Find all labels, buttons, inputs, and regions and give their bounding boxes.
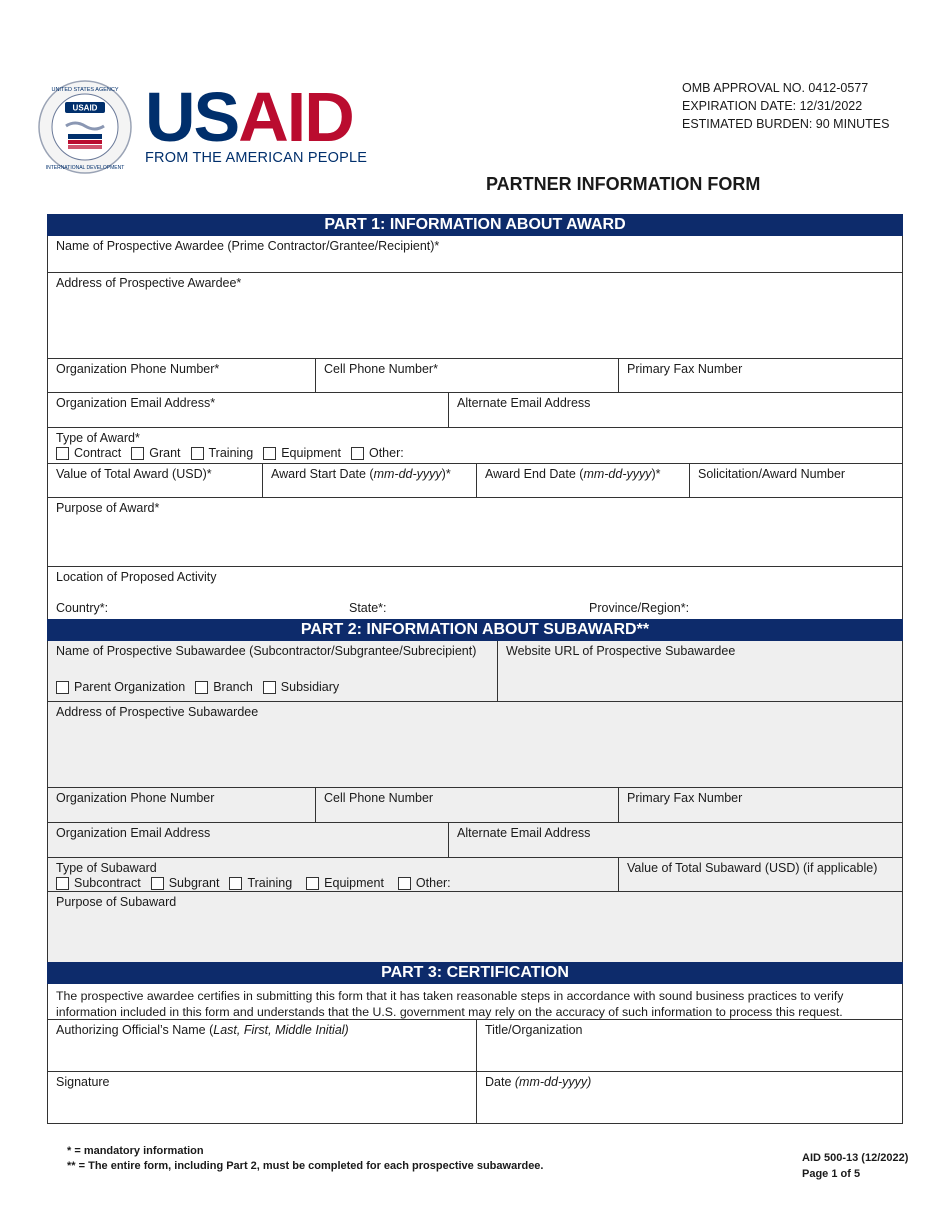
sub-org-email-field[interactable] — [48, 823, 448, 857]
certification-text: The prospective awardee certifies in submitting this form that it has taken reasonable steps in accordance with sound business practices to verify information included in this form and understands that the U.S. government may rely on the accuracy of such information to process this request. — [56, 989, 844, 1019]
logo-tagline: FROM THE AMERICAN PEOPLE — [145, 150, 368, 166]
sub-equipment-checkbox[interactable] — [306, 877, 319, 890]
state-field[interactable]: State*: — [349, 601, 387, 615]
usaid-seal-logo — [38, 80, 132, 174]
org-email-label: Organization Email Address* — [56, 396, 216, 410]
part2-phone-row — [47, 788, 903, 823]
start-date-label-b: mm-dd-yyyy — [373, 467, 442, 481]
sub-purpose-label: Purpose of Subaward — [56, 895, 177, 909]
end-date-label-b: mm-dd-yyyy — [583, 467, 652, 481]
subaward-value-field[interactable] — [618, 858, 902, 891]
subgrant-label: Subgrant — [168, 876, 220, 890]
seal-text-top: UNITED STATES AGENCY — [51, 87, 119, 93]
sub-alt-email-label: Alternate Email Address — [457, 826, 591, 840]
start-date-label-c: )* — [441, 467, 451, 481]
other-label: Other: — [368, 446, 404, 460]
parent-org-label: Parent Organization — [74, 680, 186, 694]
subsidiary-label: Subsidiary — [280, 680, 340, 694]
website-label: Website URL of Prospective Subawardee — [506, 644, 736, 658]
wordmark-us: US — [145, 78, 239, 156]
date-field[interactable] — [476, 1072, 902, 1123]
subawardee-name-row — [47, 641, 903, 702]
sub-address-field[interactable] — [48, 702, 902, 787]
start-date-label-a: Award Start Date ( — [271, 467, 374, 481]
awardee-address-row — [47, 273, 903, 359]
sub-other-checkbox[interactable] — [398, 877, 411, 890]
sub-org-email-label: Organization Email Address — [56, 826, 211, 840]
awardee-name-field[interactable] — [48, 236, 902, 272]
sub-cell-phone-field[interactable] — [315, 788, 618, 822]
part1-phone-row — [47, 359, 903, 393]
type-of-subaward-row — [47, 858, 903, 892]
sub-org-phone-field[interactable] — [48, 788, 315, 822]
estimated-burden: ESTIMATED BURDEN: 90 MINUTES — [682, 117, 890, 131]
contract-checkbox[interactable] — [56, 447, 69, 460]
part2-email-row — [47, 823, 903, 858]
official-row — [47, 1020, 903, 1072]
contract-label: Contract — [74, 446, 122, 460]
country-field[interactable]: Country*: — [56, 601, 109, 615]
sub-purpose-field[interactable] — [48, 892, 902, 962]
location-label: Location of Proposed Activity — [56, 570, 217, 584]
subaward-type-options — [56, 876, 461, 890]
org-type-options — [56, 680, 349, 694]
type-of-subaward-label: Type of Subaward — [56, 861, 157, 875]
fax-field[interactable] — [618, 359, 902, 392]
part2-header: PART 2: INFORMATION ABOUT SUBAWARD** — [47, 619, 903, 641]
branch-checkbox[interactable] — [195, 681, 208, 694]
footer-form-info — [802, 1150, 908, 1182]
footer-notes — [67, 1144, 544, 1174]
solicitation-field[interactable] — [689, 464, 902, 497]
awardee-address-field[interactable] — [48, 273, 902, 358]
subawardee-name-label: Name of Prospective Subawardee (Subcontractor/Subgrantee/Subrecipient) — [56, 644, 477, 658]
official-name-field[interactable] — [48, 1020, 476, 1071]
type-of-award-label: Type of Award* — [56, 431, 140, 445]
official-name-label-b: Last, First, Middle Initial) — [213, 1023, 349, 1037]
location-cell — [48, 567, 902, 619]
award-value-field[interactable] — [48, 464, 262, 497]
purpose-field[interactable] — [48, 498, 902, 566]
start-date-field[interactable] — [262, 464, 476, 497]
signature-label: Signature — [56, 1075, 110, 1089]
awardee-name-label: Name of Prospective Awardee (Prime Contractor/Grantee/Recipient)* — [56, 239, 440, 253]
seal-text-bottom: INTERNATIONAL DEVELOPMENT — [45, 165, 125, 171]
sub-address-row — [47, 702, 903, 788]
solicitation-label: Solicitation/Award Number — [698, 467, 846, 481]
sub-training-label: Training — [247, 876, 293, 890]
purpose-label: Purpose of Award* — [56, 501, 160, 515]
seal-label: USAID — [72, 103, 98, 113]
purpose-row — [47, 498, 903, 567]
award-value-label: Value of Total Award (USD)* — [56, 467, 212, 481]
omb-approval: OMB APPROVAL NO. 0412-0577 — [682, 81, 869, 95]
part3-header: PART 3: CERTIFICATION — [47, 962, 903, 984]
location-row — [47, 567, 903, 619]
alt-email-field[interactable] — [448, 393, 902, 427]
subcontract-checkbox[interactable] — [56, 877, 69, 890]
province-field[interactable]: Province/Region*: — [589, 601, 690, 615]
usaid-wordmark — [145, 78, 353, 156]
sub-other-label: Other: — [415, 876, 451, 890]
title-org-field[interactable] — [476, 1020, 902, 1071]
subaward-value-label: Value of Total Subaward (USD) (if applicable) — [627, 861, 878, 875]
org-phone-label: Organization Phone Number* — [56, 362, 220, 376]
wordmark-aid: AID — [238, 78, 353, 156]
end-date-label-c: )* — [651, 467, 661, 481]
equipment-checkbox[interactable] — [263, 447, 276, 460]
award-value-dates-row — [47, 464, 903, 498]
part1-header: PART 1: INFORMATION ABOUT AWARD — [47, 214, 903, 236]
sub-fax-label: Primary Fax Number — [627, 791, 743, 805]
mandatory-note: * = mandatory information — [67, 1145, 204, 1157]
end-date-field[interactable] — [476, 464, 689, 497]
type-of-award-row — [47, 428, 903, 464]
certification-row — [47, 984, 903, 1020]
website-field[interactable] — [497, 641, 902, 701]
branch-label: Branch — [213, 680, 253, 694]
grant-checkbox[interactable] — [131, 447, 144, 460]
awardee-name-row — [47, 236, 903, 273]
page-number: Page 1 of 5 — [802, 1168, 861, 1180]
expiration-date: EXPIRATION DATE: 12/31/2022 — [682, 99, 863, 113]
signature-field[interactable] — [48, 1072, 476, 1123]
sub-address-label: Address of Prospective Subawardee — [56, 705, 259, 719]
title-org-label: Title/Organization — [485, 1023, 583, 1037]
alt-email-label: Alternate Email Address — [457, 396, 591, 410]
award-type-options — [56, 446, 414, 460]
equipment-label: Equipment — [281, 446, 341, 460]
date-label-a: Date — [485, 1075, 515, 1089]
parent-org-checkbox[interactable] — [56, 681, 69, 694]
subaward-note: ** = The entire form, including Part 2, must be completed for each prospective subawardee. — [67, 1160, 544, 1172]
other-checkbox[interactable] — [351, 447, 364, 460]
subsidiary-checkbox[interactable] — [263, 681, 276, 694]
awardee-address-label: Address of Prospective Awardee* — [56, 276, 242, 290]
part1-email-row — [47, 393, 903, 428]
form-number: AID 500-13 (12/2022) — [802, 1152, 909, 1164]
signature-row — [47, 1072, 903, 1124]
sub-training-checkbox[interactable] — [229, 877, 242, 890]
sub-org-phone-label: Organization Phone Number — [56, 791, 215, 805]
sub-fax-field[interactable] — [618, 788, 902, 822]
subcontract-label: Subcontract — [74, 876, 141, 890]
sub-alt-email-field[interactable] — [448, 823, 902, 857]
org-email-field[interactable] — [48, 393, 448, 427]
sub-purpose-row — [47, 892, 903, 962]
training-checkbox[interactable] — [191, 447, 204, 460]
date-label-b: (mm-dd-yyyy) — [514, 1075, 592, 1089]
subgrant-checkbox[interactable] — [151, 877, 164, 890]
form-title: PARTNER INFORMATION FORM — [486, 174, 761, 194]
grant-label: Grant — [149, 446, 181, 460]
cell-phone-label: Cell Phone Number* — [324, 362, 438, 376]
end-date-label-a: Award End Date ( — [485, 467, 584, 481]
cell-phone-field[interactable] — [315, 359, 618, 392]
official-name-label-a: Authorizing Official’s Name ( — [56, 1023, 214, 1037]
training-label: Training — [208, 446, 254, 460]
sub-cell-phone-label: Cell Phone Number — [324, 791, 434, 805]
omb-block — [682, 79, 889, 133]
org-phone-field[interactable] — [48, 359, 315, 392]
fax-label: Primary Fax Number — [627, 362, 743, 376]
sub-equipment-label: Equipment — [324, 876, 384, 890]
